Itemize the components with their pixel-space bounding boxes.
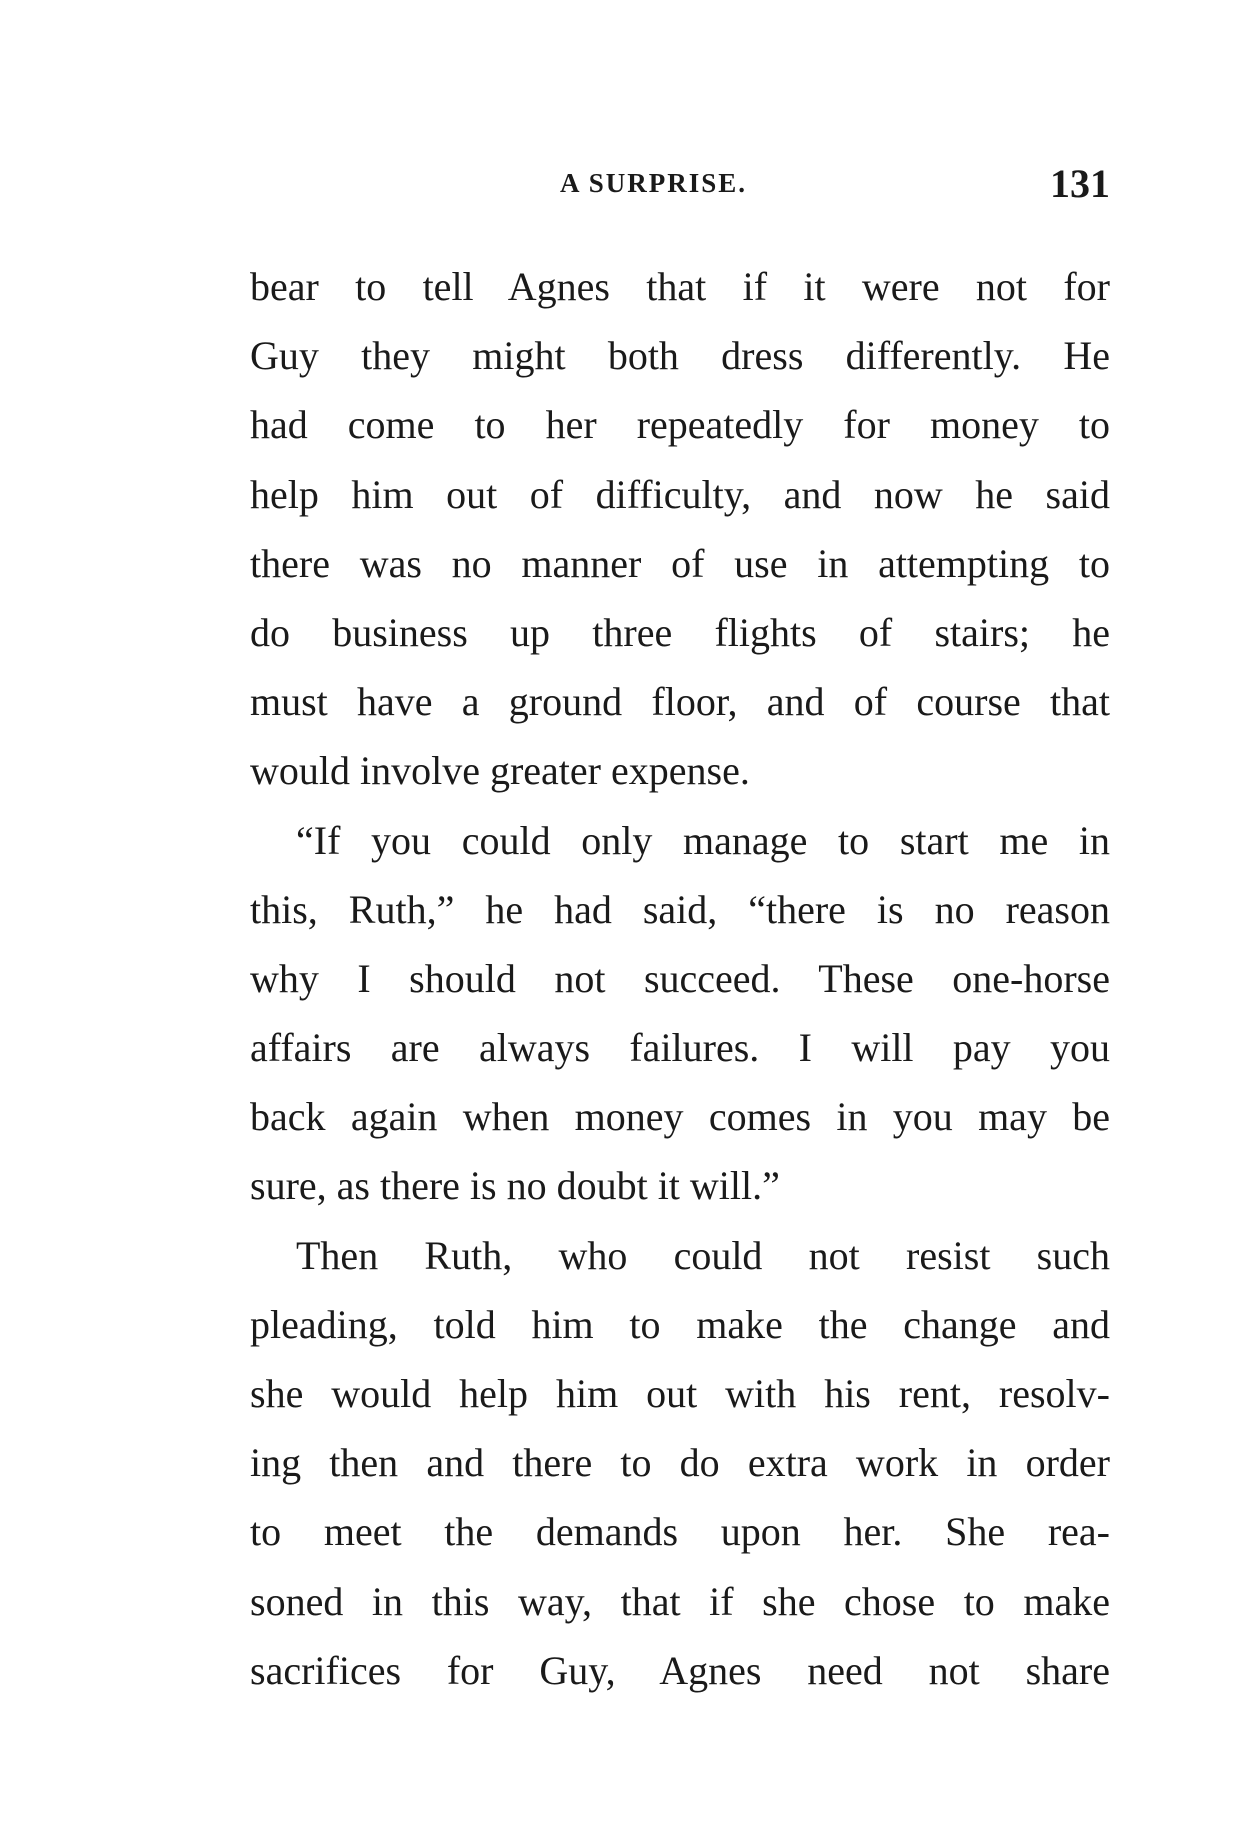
text-line: to meet the demands upon her. She rea-	[250, 1509, 1110, 1555]
text-line: pleading, told him to make the change and	[250, 1301, 1110, 1347]
text-line: she would help him out with his rent, resolv-	[250, 1371, 1110, 1416]
text-line: sure, as there is no doubt it will.”	[250, 1163, 780, 1209]
text-line: bear to tell Agnes that if it were not for	[250, 264, 1110, 309]
running-title: A SURPRISE.	[560, 168, 748, 198]
text-line: why I should not succeed. These one-horse	[250, 955, 1110, 1001]
text-line: Guy they might both dress differently. He	[250, 333, 1110, 379]
text-line: help him out of difficulty, and now he said	[250, 471, 1110, 517]
running-head	[250, 160, 1110, 210]
text-line: soned in this way, that if she chose to make	[250, 1578, 1110, 1624]
text-line: there was no manner of use in attempting to	[250, 540, 1110, 586]
text-line: Then Ruth, who could not resist such	[296, 1232, 1110, 1278]
text-line: back again when money comes in you may be	[250, 1094, 1110, 1140]
page-number: 131	[1050, 161, 1110, 206]
text-line: sacrifices for Guy, Agnes need not share	[250, 1647, 1110, 1693]
text-line: “If you could only manage to start me in	[296, 817, 1110, 863]
text-line: must have a ground floor, and of course that	[250, 679, 1110, 725]
text-line: would involve greater expense.	[250, 748, 750, 794]
text-line: ing then and there to do extra work in order	[250, 1440, 1110, 1486]
text-line: this, Ruth,” he had said, “there is no reason	[250, 886, 1110, 932]
text-line: do business up three flights of stairs; he	[250, 609, 1110, 655]
text-line: affairs are always failures. I will pay you	[250, 1025, 1110, 1071]
body-text	[250, 252, 1110, 1705]
text-line: had come to her repeatedly for money to	[250, 402, 1110, 448]
